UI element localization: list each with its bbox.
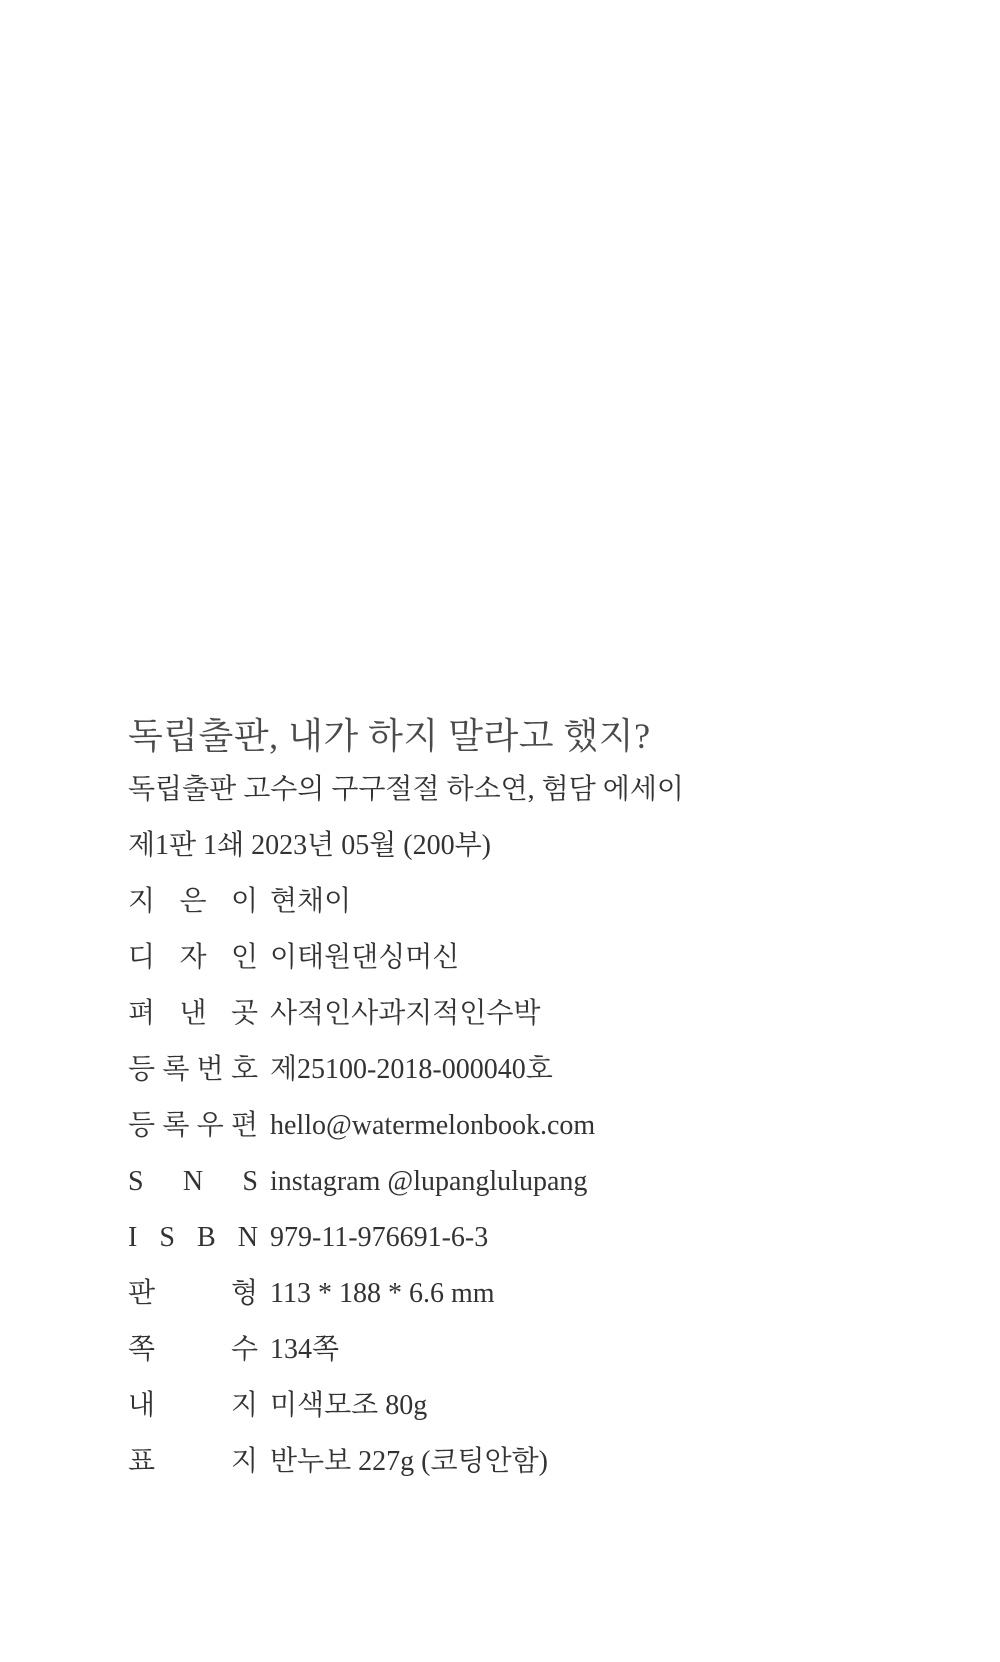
info-row-format [128, 1276, 848, 1332]
info-value-sns: instagram @lupanglulupang [270, 1166, 588, 1197]
book-subtitle: 독립출판 고수의 구구절절 하소연, 험담 에세이 [128, 774, 684, 805]
edition-info: 제1판 1쇄 2023년 05월 (200부) [128, 830, 491, 861]
info-row-isbn [128, 1220, 848, 1276]
info-value-pages: 134쪽 [270, 1334, 340, 1365]
info-label: 펴 낸 곳 [128, 998, 258, 1029]
info-row-publisher [128, 996, 848, 1052]
info-label: 내 지 [128, 1390, 258, 1421]
info-value-designer: 이태원댄싱머신 [270, 942, 460, 973]
info-value-author: 현채이 [270, 886, 352, 917]
info-value-email: hello@watermelonbook.com [270, 1110, 596, 1141]
info-value-inner-paper: 미색모조 80g [270, 1390, 428, 1421]
publication-info-list [128, 884, 848, 1500]
info-value-cover-paper: 반누보 227g (코팅안함) [270, 1446, 548, 1477]
info-row-pages [128, 1332, 848, 1388]
info-label: 등 록 번 호 [128, 1054, 258, 1085]
info-row-email [128, 1108, 848, 1164]
info-value-isbn: 979-11-976691-6-3 [270, 1222, 489, 1253]
info-row-author [128, 884, 848, 940]
info-row-designer [128, 940, 848, 996]
colophon [128, 712, 848, 1500]
info-label: 디 자 인 [128, 942, 258, 973]
info-row-inner-paper [128, 1388, 848, 1444]
info-value-publisher: 사적인사과지적인수박 [270, 998, 541, 1029]
info-label: 표 지 [128, 1446, 258, 1477]
info-row-sns [128, 1164, 848, 1220]
info-label: 지 은 이 [128, 886, 258, 917]
info-value-registration-number: 제25100-2018-000040호 [270, 1054, 553, 1085]
info-value-format: 113 * 188 * 6.6 mm [270, 1278, 495, 1309]
info-label: I S B N [128, 1222, 258, 1253]
info-label: 등 록 우 편 [128, 1110, 258, 1141]
info-label: S N S [128, 1166, 258, 1197]
info-label: 판 형 [128, 1278, 258, 1309]
info-row-registration-number [128, 1052, 848, 1108]
info-label: 쪽 수 [128, 1334, 258, 1365]
info-row-cover-paper [128, 1444, 848, 1500]
book-title: 독립출판, 내가 하지 말라고 했지? [128, 716, 651, 756]
